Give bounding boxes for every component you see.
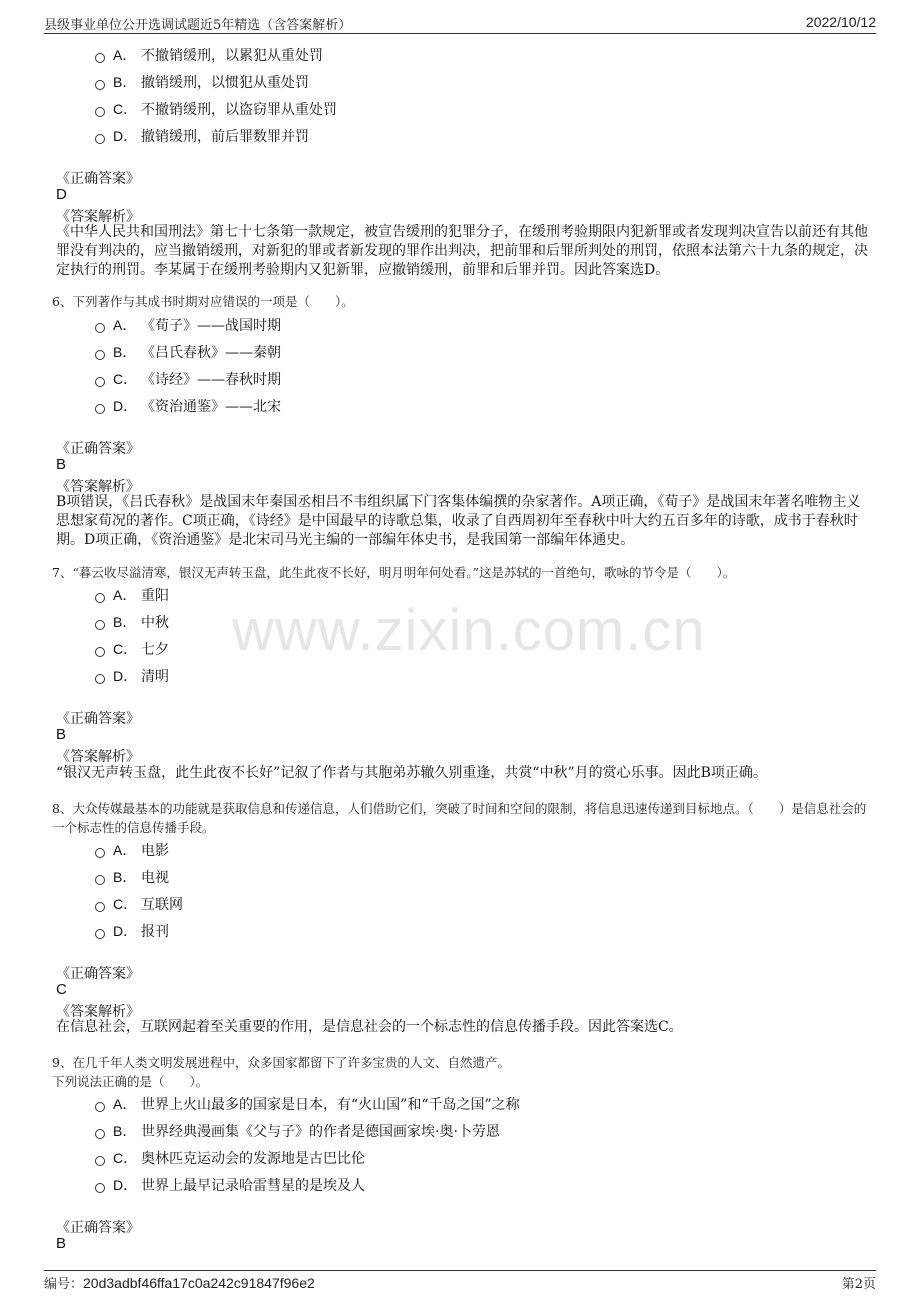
- radio-icon[interactable]: [95, 80, 105, 90]
- page-number: 第2页: [841, 1277, 876, 1292]
- q5-correct-label: 《正确答案》: [56, 171, 140, 187]
- radio-icon[interactable]: [95, 674, 105, 684]
- q6-question: 6、下列著作与其成书时期对应错误的一项是（ ）。: [52, 294, 354, 309]
- q5-option-c[interactable]: C． 不撤销缓刑，以盗窃罪从重处罚: [95, 99, 337, 119]
- q7-answer: B: [56, 726, 67, 743]
- q5-analysis: 《中华人民共和国刑法》第七十七条第一款规定，被宣告缓刑的犯罪分子，在缓刑考验期限内犯新罪或者发现判决宣告以前还有其他罪没有判决的，应当撤销缓刑，对新犯的罪或者新发现的罪作出判决，把前罪和后罪所判处的刑罚，依照本法第六十九条的规定，决定执行的刑罚。李某属于在缓刑考验期内又犯新罪，应撤销缓刑，前罪和后罪并罚。因此答案选D。: [56, 224, 868, 278]
- q9-question-line1: 9、在几千年人类文明发展进程中，众多国家都留下了许多宝贵的人文、自然遗产。: [52, 1055, 510, 1070]
- q6-option-b[interactable]: B． 《吕氏春秋》——秦朝: [95, 342, 281, 362]
- radio-icon[interactable]: [95, 620, 105, 630]
- header-rule: [44, 33, 876, 34]
- q6-analysis-label: 《答案解析》: [56, 479, 140, 495]
- q9-option-b[interactable]: B． 世界经典漫画集《父与子》的作者是德国画家埃·奥·卜劳恩: [95, 1121, 500, 1141]
- q8-option-c[interactable]: C． 互联网: [95, 894, 183, 914]
- code-value: 20d3adbf46ffa17c0a242c91847f96e2: [83, 1275, 315, 1291]
- q5-option-b[interactable]: B． 撤销缓刑，以惯犯从重处罚: [95, 72, 309, 92]
- radio-icon[interactable]: [95, 107, 105, 117]
- q7-option-d[interactable]: D． 清明: [95, 666, 169, 686]
- q8-analysis-label: 《答案解析》: [56, 1004, 140, 1020]
- q7-correct-label: 《正确答案》: [56, 711, 140, 727]
- radio-icon[interactable]: [95, 1129, 105, 1139]
- code-label: 编号：: [44, 1277, 84, 1292]
- radio-icon[interactable]: [95, 350, 105, 360]
- q7-option-c[interactable]: C． 七夕: [95, 639, 169, 659]
- q6-option-d[interactable]: D． 《资治通鉴》——北宋: [95, 396, 281, 416]
- q8-option-b[interactable]: B． 电视: [95, 867, 169, 887]
- radio-icon[interactable]: [95, 377, 105, 387]
- q8-analysis: 在信息社会，互联网起着至关重要的作用，是信息社会的一个标志性的信息传播手段。因此答案选C。: [56, 1019, 683, 1035]
- q7-analysis-label: 《答案解析》: [56, 749, 140, 765]
- radio-icon[interactable]: [95, 323, 105, 333]
- radio-icon[interactable]: [95, 404, 105, 414]
- q6-option-c[interactable]: C． 《诗经》——春秋时期: [95, 369, 281, 389]
- radio-icon[interactable]: [95, 929, 105, 939]
- q8-question: 8、大众传媒最基本的功能就是获取信息和传递信息，人们借助它们，突破了时间和空间的限制，将信息迅速传递到目标地点。（ ）是信息社会的一个标志性的信息传播手段。: [52, 801, 867, 835]
- radio-icon[interactable]: [95, 875, 105, 885]
- page-header: [44, 12, 876, 32]
- q7-analysis: “银汉无声转玉盘，此生此夜不长好”记叙了作者与其胞弟苏辙久别重逢，共赏“中秋”月的赏心乐事。因此B项正确。: [56, 765, 767, 781]
- q8-option-d[interactable]: D． 报刊: [95, 921, 169, 941]
- watermark: www.zixin.com.cn: [232, 598, 706, 663]
- q6-correct-label: 《正确答案》: [56, 441, 140, 457]
- q8-correct-label: 《正确答案》: [56, 966, 140, 982]
- radio-icon[interactable]: [95, 593, 105, 603]
- q8-option-a[interactable]: A． 电影: [95, 840, 169, 860]
- radio-icon[interactable]: [95, 53, 105, 63]
- q5-option-a[interactable]: A． 不撤销缓刑，以累犯从重处罚: [95, 45, 323, 65]
- q9-option-d[interactable]: D． 世界上最早记录哈雷彗星的是埃及人: [95, 1175, 365, 1195]
- q9-option-a[interactable]: A． 世界上火山最多的国家是日本，有“火山国”和“千岛之国”之称: [95, 1094, 520, 1114]
- q7-option-a[interactable]: A． 重阳: [95, 585, 169, 605]
- q9-option-c[interactable]: C． 奥林匹克运动会的发源地是古巴比伦: [95, 1148, 365, 1168]
- q6-option-a[interactable]: A． 《荀子》——战国时期: [95, 315, 281, 335]
- q7-option-b[interactable]: B． 中秋: [95, 612, 169, 632]
- q8-answer: C: [56, 981, 67, 998]
- q6-analysis: B项错误，《吕氏春秋》是战国末年秦国丞相吕不韦组织属下门客集体编撰的杂家著作。A项正确，《荀子》是战国末年著名唯物主义思想家荀况的著作。C项正确，《诗经》是中国最早的诗歌总集，收录了自西周初年至春秋中叶大约五百多年的诗歌，成书于春秋时期。D项正确，《资治通鉴》是北宋司马光主编的一部编年体史书，是我国第一部编年体通史。: [56, 494, 861, 548]
- page-footer: [44, 1273, 876, 1291]
- document-title: 县级事业单位公开选调试题近5年精选（含答案解析）: [44, 18, 352, 33]
- q9-answer: B: [56, 1235, 67, 1252]
- radio-icon[interactable]: [95, 1102, 105, 1112]
- q5-option-d[interactable]: D． 撤销缓刑，前后罪数罪并罚: [95, 126, 309, 146]
- q5-answer: D: [56, 186, 67, 203]
- radio-icon[interactable]: [95, 902, 105, 912]
- radio-icon[interactable]: [95, 1183, 105, 1193]
- q7-question: 7、“暮云收尽溢清寒，银汉无声转玉盘，此生此夜不长好，明月明年何处看。”这是苏轼的一首绝句，歌咏的节令是（ ）。: [52, 565, 736, 580]
- q9-question-line2: 下列说法正确的是（ ）。: [52, 1074, 209, 1089]
- q6-answer: B: [56, 456, 67, 473]
- document-date: 2022/10/12: [805, 14, 876, 30]
- footer-rule: [44, 1270, 876, 1271]
- radio-icon[interactable]: [95, 1156, 105, 1166]
- radio-icon[interactable]: [95, 134, 105, 144]
- document-code: [44, 1273, 315, 1292]
- q5-analysis-label: 《答案解析》: [56, 209, 140, 225]
- q9-correct-label: 《正确答案》: [56, 1220, 140, 1236]
- radio-icon[interactable]: [95, 848, 105, 858]
- radio-icon[interactable]: [95, 647, 105, 657]
